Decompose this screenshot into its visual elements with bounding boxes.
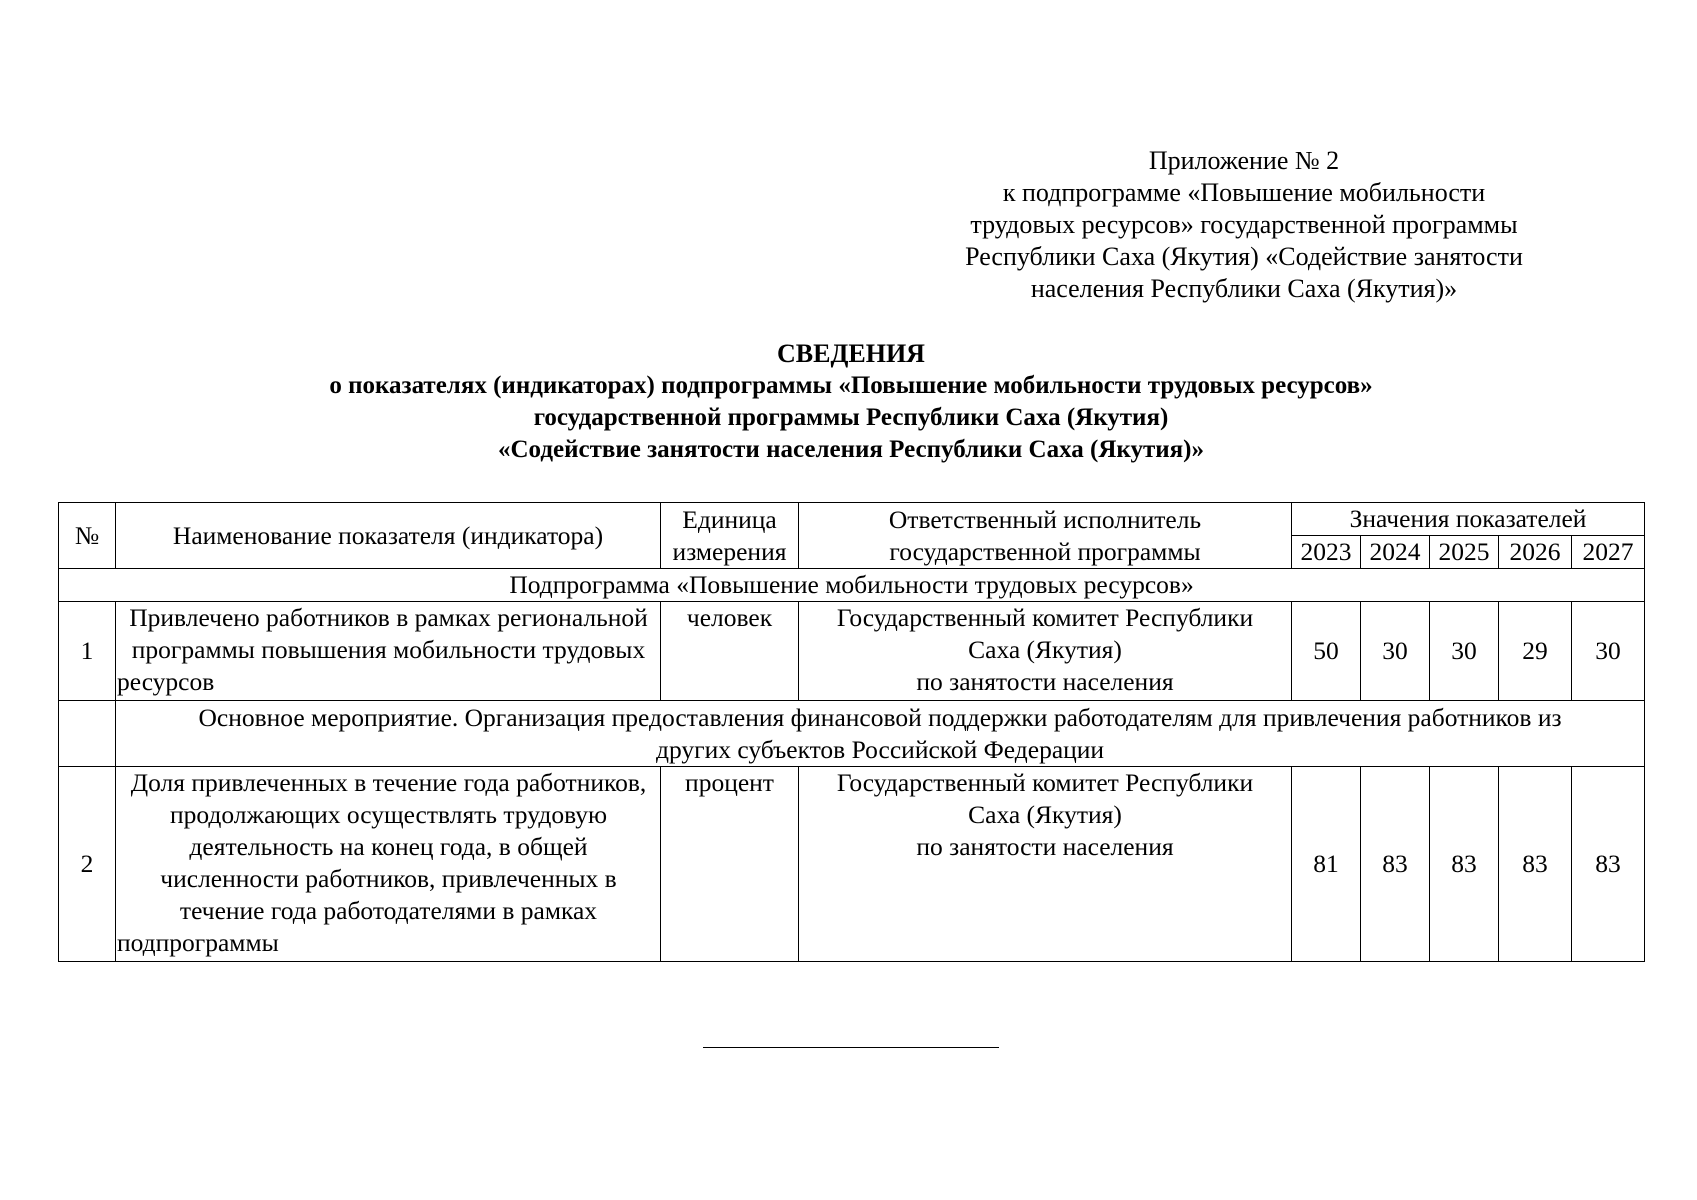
activity-line: других субъектов Российской Федерации [655,734,1105,764]
header-year: 2027 [1572,536,1645,569]
row-indicator-name: Доля привлеченных в течение года работников, продолжающих осуществлять трудовую деятельность на конец года, в общей численности работников, привлеченных в течение года работодателями в рамках подпрограммы [116,767,661,962]
subprogram-title: Подпрограмма «Повышение мобильности трудовых ресурсов» [59,569,1645,602]
header-year: 2023 [1292,536,1361,569]
header-executor-line: Ответственный исполнитель [888,504,1202,534]
row-unit: человек [661,602,799,701]
row-value: 83 [1572,767,1645,962]
table-row [59,767,1645,962]
document-title: СВЕДЕНИЯ [777,339,925,368]
row-number: 1 [59,602,116,701]
row-value: 83 [1499,767,1572,962]
appendix-line: к подпрограмме «Повышение мобильности [1002,178,1486,207]
header-unit-line: Единица [682,504,777,534]
table-row [59,602,1645,701]
table-header-row [59,503,1645,536]
appendix-line: Приложение № 2 [1148,146,1340,175]
header-executor [799,503,1292,569]
row-indicator-name: Привлечено работников в рамках региональной программы повышения мобильности трудовых ресурсов [116,602,661,701]
appendix-line: трудовых ресурсов» государственной программы [970,210,1518,239]
row-value: 50 [1292,602,1361,701]
heading-line: государственной программы Республики Саха (Якутия) [533,404,1169,431]
header-year: 2024 [1361,536,1430,569]
row-value: 29 [1499,602,1572,701]
row-executor-line: Саха (Якутия) [968,635,1122,664]
activity-line: Основное мероприятие. Организация предоставления финансовой поддержки работодателям для привлечения работников из [198,702,1562,732]
row-executor [799,767,1292,962]
header-year: 2025 [1430,536,1499,569]
heading-line: «Содействие занятости населения Республики Саха (Якутия)» [498,436,1204,463]
row-unit: процент [661,767,799,962]
header-year: 2026 [1499,536,1572,569]
appendix-line: Республики Саха (Якутия) «Содействие занятости [965,242,1523,271]
row-executor-line: Саха (Якутия) [968,800,1122,829]
row-number: 2 [59,767,116,962]
row-value: 83 [1430,767,1499,962]
activity-row [59,701,1645,767]
document-heading [58,338,1644,466]
row-value: 30 [1572,602,1645,701]
activity-number-cell [59,701,116,767]
row-value: 83 [1361,767,1430,962]
closing-divider [703,1047,999,1048]
indicators-table [58,502,1645,962]
row-value: 30 [1430,602,1499,701]
header-values: Значения показателей [1292,503,1645,536]
activity-title [116,701,1645,767]
row-executor [799,602,1292,701]
appendix-note [920,145,1568,305]
header-unit [661,503,799,569]
appendix-line: населения Республики Саха (Якутия)» [1030,274,1458,303]
row-value: 81 [1292,767,1361,962]
row-executor-line: по занятости населения [916,667,1174,696]
heading-line: о показателях (индикаторах) подпрограммы «Повышение мобильности трудовых ресурсов» [329,372,1373,399]
header-executor-line: государственной программы [889,536,1201,566]
row-executor-line: по занятости населения [916,832,1174,861]
row-executor-line: Государственный комитет Республики [836,603,1254,632]
row-executor-line: Государственный комитет Республики [836,768,1254,797]
header-number: № [59,503,116,569]
row-value: 30 [1361,602,1430,701]
header-unit-line: измерения [672,536,787,566]
subprogram-row [59,569,1645,602]
header-name: Наименование показателя (индикатора) [116,503,661,569]
